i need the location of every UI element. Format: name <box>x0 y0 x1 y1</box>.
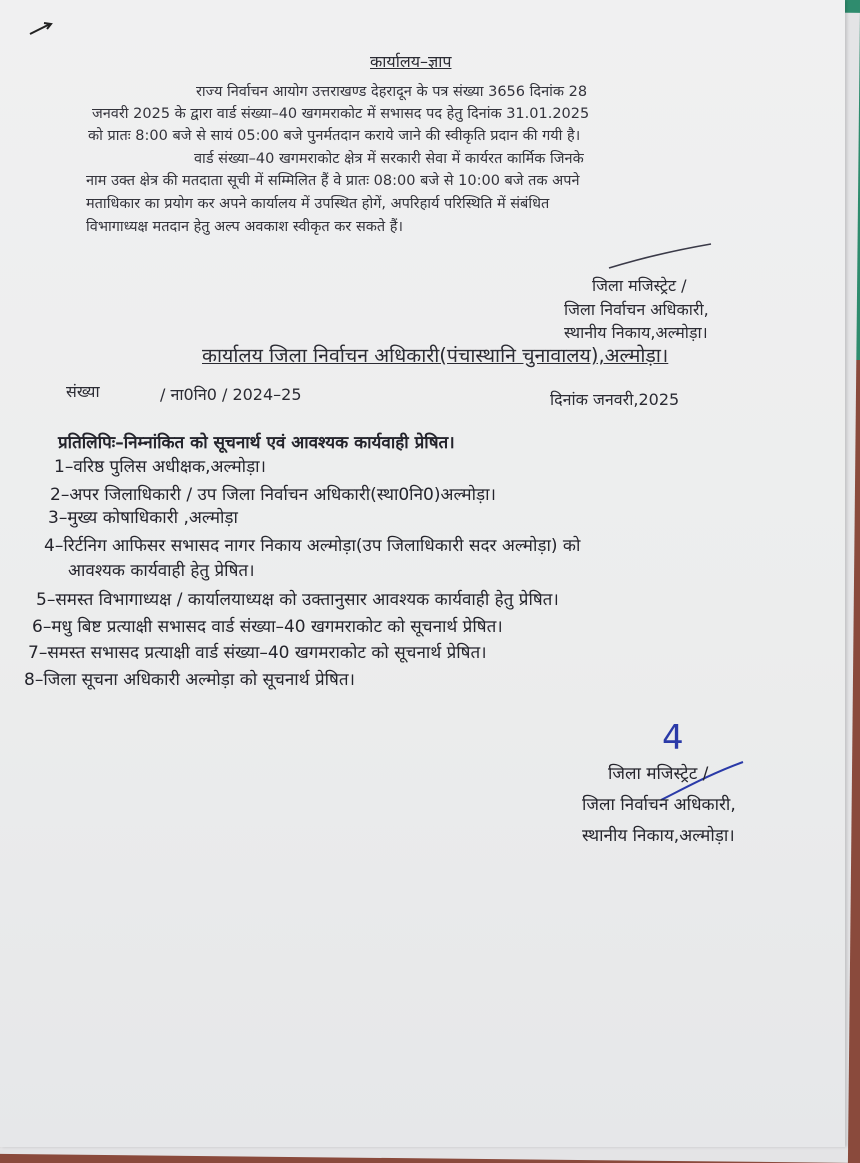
copy-line: 3–मुख्य कोषाधिकारी ,अल्मोड़ा <box>48 508 238 528</box>
handwritten-number: 4 <box>662 718 684 758</box>
office-heading: कार्यालय जिला निर्वाचन अधिकारी(पंचास्थानि चुनावालय),अल्मोड़ा। <box>202 344 669 367</box>
body-line: जनवरी 2025 के द्वारा वार्ड संख्या–40 खगमराकोट में सभासद पद हेतु दिनांक 31.01.2025 <box>92 106 590 122</box>
body-line: विभागाध्यक्ष मतदान हेतु अल्प अवकाश स्वीकृत कर सकते हैं। <box>86 219 403 235</box>
copy-line: 2–अपर जिलाधिकारी / उप जिला निर्वाचन अधिकारी(स्था0नि0)अल्मोड़ा। <box>50 485 496 505</box>
pen-mark-icon <box>28 20 54 38</box>
body-line: को प्रातः 8:00 बजे से सायं 05:00 बजे पुनर्मतदान कराये जाने की स्वीकृति प्रदान की गयी है। <box>88 128 581 144</box>
copy-line: 4–रिर्टनिग आफिसर सभासद नागर निकाय अल्मोड़ा(उप जिलाधिकारी सदर अल्मोड़ा) को <box>44 536 581 556</box>
ref-number: / ना0नि0 / 2024–25 <box>160 385 302 404</box>
copy-line: 8–जिला सूचना अधिकारी अल्मोड़ा को सूचनार्थ प्रेषित। <box>24 670 355 690</box>
copy-line: 6–मधु बिष्ट प्रत्याक्षी सभासद वार्ड संख्या–40 खगमराकोट को सूचनार्थ प्रेषित। <box>32 617 503 637</box>
copy-line: 7–समस्त सभासद प्रत्याक्षी वार्ड संख्या–40 खगमराकोट को सूचनार्थ प्रेषित। <box>28 643 487 663</box>
copy-line: 5–समस्त विभागाध्यक्ष / कार्यालयाध्यक्ष को उक्तानुसार आवश्यक कार्यवाही हेतु प्रेषित। <box>36 590 559 610</box>
body-line: मताधिकार का प्रयोग कर अपने कार्यालय में उपस्थित होगें, अपरिहार्य परिस्थिति में संबंधित <box>86 196 550 212</box>
copy-heading: प्रतिलिपिः–निम्नांकित को सूचनार्थ एवं आवश्यक कार्यवाही प्रेषित। <box>58 433 455 453</box>
body-line: वार्ड संख्या–40 खगमराकोट क्षेत्र में सरकारी सेवा में कार्यरत कार्मिक जिनके <box>194 151 584 167</box>
memo-title: कार्यालय–ज्ञाप <box>370 52 452 71</box>
copy-line: 1–वरिष्ठ पुलिस अधीक्षक,अल्मोड़ा। <box>54 457 267 477</box>
copy-line: आवश्यक कार्यवाही हेतु प्रेषित। <box>68 561 255 581</box>
body-line: नाम उक्त क्षेत्र की मतदाता सूची में सम्मिलित हैं वे प्रातः 08:00 बजे से 10:00 बजे तक अपने <box>86 173 580 189</box>
body-line: राज्य निर्वाचन आयोग उत्तराखण्ड देहरादून के पत्र संख्या 3656 दिनांक 28 <box>196 84 588 100</box>
signature-2-designation: जिला मजिस्ट्रेट / <box>608 764 709 784</box>
ref-label: संख्या <box>66 382 100 401</box>
signature-1-designation: जिला मजिस्ट्रेट / <box>592 276 687 295</box>
signature-scribble-icon <box>605 240 715 274</box>
signature-1-designation: स्थानीय निकाय,अल्मोड़ा। <box>564 323 708 342</box>
date-label: दिनांक जनवरी,2025 <box>550 390 680 409</box>
signature-1-designation: जिला निर्वाचन अधिकारी, <box>564 300 709 319</box>
signature-2-designation: स्थानीय निकाय,अल्मोड़ा। <box>582 826 735 846</box>
signature-2-designation: जिला निर्वाचन अधिकारी, <box>582 795 736 815</box>
